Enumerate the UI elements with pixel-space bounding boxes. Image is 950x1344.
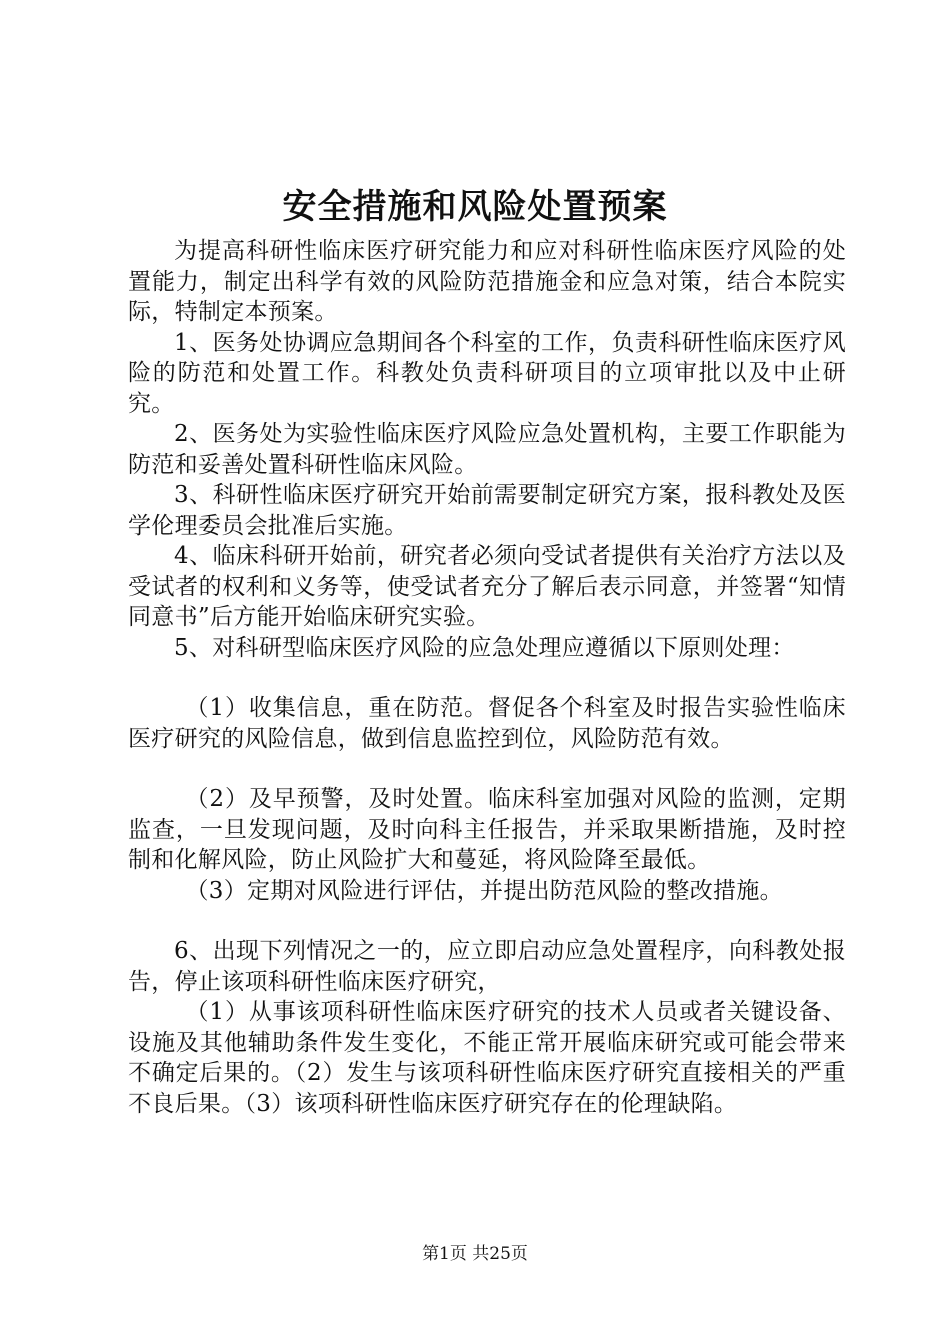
page-number-footer: 第1页 共25页	[422, 1244, 528, 1264]
paragraph-spacer	[128, 754, 846, 784]
item-3-paragraph: 3、科研性临床医疗研究开始前需要制定研究方案，报科教处及医学伦理委员会批准后实施。	[128, 482, 846, 539]
item-2-paragraph: 2、医务处为实验性临床医疗风险应急处置机构，主要工作职能为防范和妥善处置科研性临床风险。	[128, 421, 846, 478]
item-6-conditions-paragraph: （1）从事该项科研性临床医疗研究的技术人员或者关键设备、设施及其他辅助条件发生变化，不能正常开展临床研究或可能会带来不确定后果的。（2）发生与该项科研性临床医疗研究直接相关的严重不良后果。（3）该项科研性临床医疗研究存在的伦理缺陷。	[128, 999, 846, 1117]
principle-2-paragraph: （2）及早预警，及时处置。临床科室加强对风险的监测，定期监查，一旦发现问题，及时向科主任报告，并采取果断措施，及时控制和化解风险，防止风险扩大和蔓延，将风险降至最低。	[128, 786, 846, 873]
principle-3-paragraph: （3）定期对风险进行评估，并提出防范风险的整改措施。	[185, 877, 783, 904]
item-1-paragraph: 1、医务处协调应急期间各个科室的工作，负责科研性临床医疗风险的防范和处置工作。科教处负责科研项目的立项审批以及中止研究。	[128, 329, 846, 417]
paragraph-spacer	[128, 663, 846, 693]
item-4-paragraph: 4、临床科研开始前，研究者必须向受试者提供有关治疗方法以及受试者的权利和义务等，使受试者充分了解后表示同意，并签署“知情同意书”后方能开始临床研究实验。	[128, 543, 846, 630]
principle-1-paragraph: （1）收集信息，重在防范。督促各个科室及时报告实验性临床医疗研究的风险信息，做到信息监控到位，风险防范有效。	[128, 695, 846, 752]
document-body	[128, 236, 846, 1119]
paragraph-spacer	[128, 906, 846, 936]
item-5-paragraph: 5、对科研型临床医疗风险的应急处理应遵循以下原则处理：	[174, 634, 795, 661]
item-6-paragraph: 6、出现下列情况之一的，应立即启动应急处置程序，向科教处报告，停止该项科研性临床医疗研究，	[128, 938, 846, 995]
intro-paragraph: 为提高科研性临床医疗研究能力和应对科研性临床医疗风险的处置能力，制定出科学有效的风险防范措施金和应急对策，结合本院实际，特制定本预案。	[128, 238, 846, 325]
document-title: 安全措施和风险处置预案	[282, 187, 668, 227]
